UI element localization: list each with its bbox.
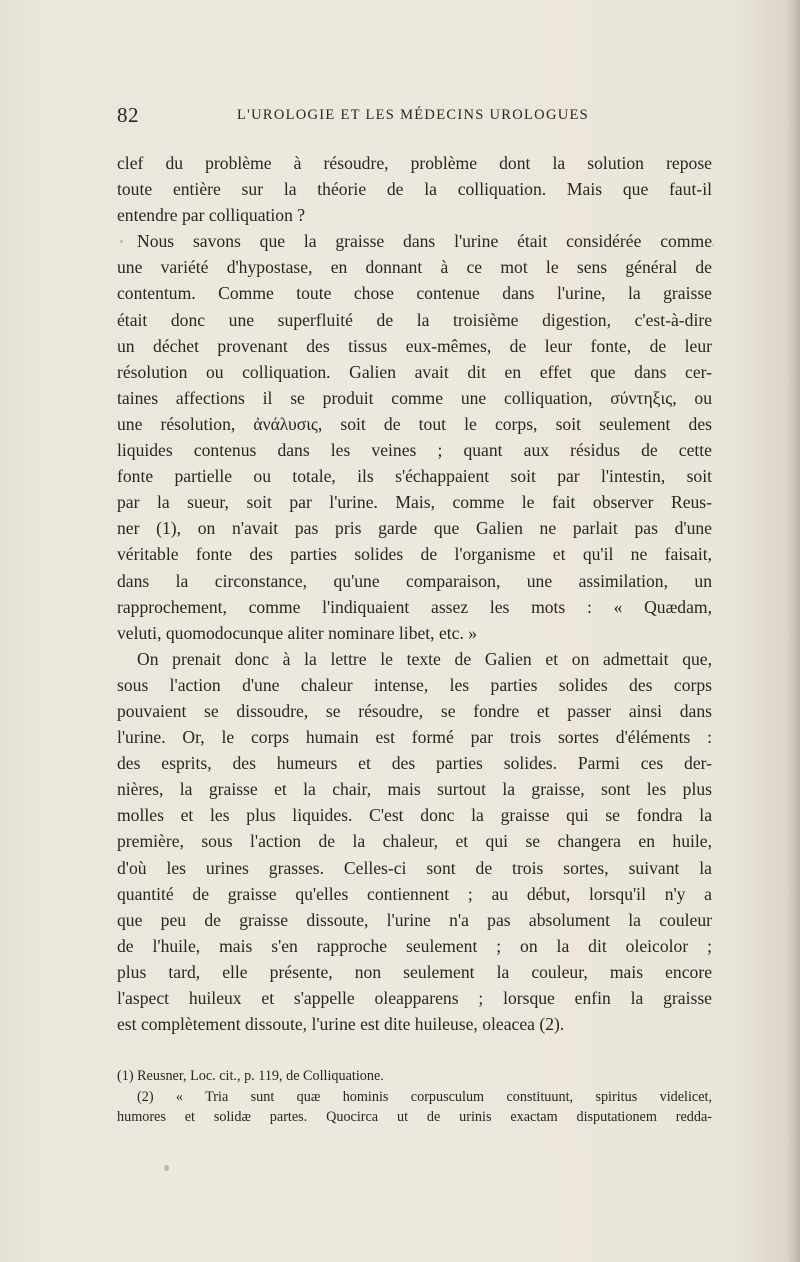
text-line: dans la circonstance, qu'une comparaison, une assimilation, un: [117, 570, 712, 591]
page-edge-shadow: [786, 0, 800, 1262]
text-line: l'urine. Or, le corps humain est formé par trois sortes d'éléments :: [117, 727, 712, 748]
text-line: plus tard, elle présente, non seulement la couleur, mais encore: [117, 961, 712, 982]
text-line: par la sueur, soit par l'urine. Mais, comme le fait observer Reus-: [117, 492, 712, 513]
text-line: était donc une superfluité de la troisième digestion, c'est-à-dire: [117, 309, 712, 330]
text-line: première, sous l'action de la chaleur, et qui se changera en huile,: [117, 831, 712, 852]
paper-speck: [120, 240, 123, 243]
footnote-line: humores et solidæ partes. Quocirca ut de urinis exactam disputationem redda-: [117, 1109, 712, 1125]
text-line: pouvaient se dissoudre, se résoudre, se fondre et passer ainsi dans: [117, 700, 712, 721]
paper-speck: [712, 244, 714, 246]
text-line: quantité de graisse qu'elles contiennent ; au début, lorsqu'il n'y a: [117, 883, 712, 904]
text-line: un déchet provenant des tissus eux-mêmes, de leur fonte, de leur: [117, 335, 712, 356]
text-line: taines affections il se produit comme une colliquation, σύντηξις, ou: [117, 387, 712, 408]
text-line: d'où les urines grasses. Celles-ci sont de trois sortes, suivant la: [117, 857, 712, 878]
text-line: entendre par colliquation ?: [117, 205, 306, 226]
text-line: veluti, quomodocunque aliter nominare libet, etc. »: [117, 622, 478, 643]
main-text-block: [117, 150, 712, 1037]
paper-speck: [118, 216, 121, 219]
text-line: nières, la graisse et la chair, mais surtout la graisse, sont les plus: [117, 779, 712, 800]
page-header: [117, 103, 713, 133]
text-line: contentum. Comme toute chose contenue dans l'urine, la graisse: [117, 283, 712, 304]
paper-speck: [164, 1165, 169, 1171]
text-line: ner (1), on n'avait pas pris garde que Galien ne parlait pas d'une: [117, 518, 712, 539]
text-line: une variété d'hypostase, en donnant à ce mot le sens général de: [117, 257, 712, 278]
text-line: de l'huile, mais s'en rapproche seulement ; on la dit oleicolor ;: [117, 935, 712, 956]
text-line: des esprits, des humeurs et des parties solides. Parmi ces der-: [117, 753, 712, 774]
footnote-line: (1) Reusner, Loc. cit., p. 119, de Colliquatione.: [117, 1068, 384, 1084]
text-line: Nous savons que la graisse dans l'urine était considérée comme: [137, 231, 712, 252]
text-line: résolution ou colliquation. Galien avait dit en effet que dans cer-: [117, 361, 712, 382]
text-line: toute entière sur la théorie de la colliquation. Mais que faut-il: [117, 179, 712, 200]
text-line: fonte partielle ou totale, ils s'échappaient soit par l'intestin, soit: [117, 466, 712, 487]
text-line: clef du problème à résoudre, problème dont la solution repose: [117, 153, 712, 173]
running-title: L'UROLOGIE ET LES MÉDECINS UROLOGUES: [237, 107, 590, 123]
text-line: sous l'action d'une chaleur intense, les parties solides des corps: [117, 674, 712, 695]
footnote-line: (2) « Tria sunt quæ hominis corpusculum constituunt, spiritus videlicet,: [137, 1088, 712, 1105]
text-line: liquides contenus dans les veines ; quant aux résidus de cette: [117, 440, 712, 461]
page-number: 82: [117, 103, 139, 127]
text-line: l'aspect huileux et s'appelle oleapparens ; lorsque enfin la graisse: [117, 988, 712, 1008]
text-line: une résolution, ἀνάλυσις, soit de tout le corps, soit seulement des: [117, 413, 712, 434]
text-line: molles et les plus liquides. C'est donc la graisse qui se fondra la: [117, 805, 712, 826]
text-line: véritable fonte des parties solides de l'organisme et qu'il ne faisait,: [117, 544, 712, 565]
text-line: rapprochement, comme l'indiquaient assez les mots : « Quædam,: [117, 596, 712, 617]
text-line: que peu de graisse dissoute, l'urine n'a pas absolument la couleur: [117, 909, 712, 930]
text-line: On prenait donc à la lettre le texte de Galien et on admettait que,: [137, 648, 712, 669]
footnotes-block: [117, 1066, 712, 1128]
text-line: est complètement dissoute, l'urine est dite huileuse, oleacea (2).: [117, 1014, 565, 1035]
